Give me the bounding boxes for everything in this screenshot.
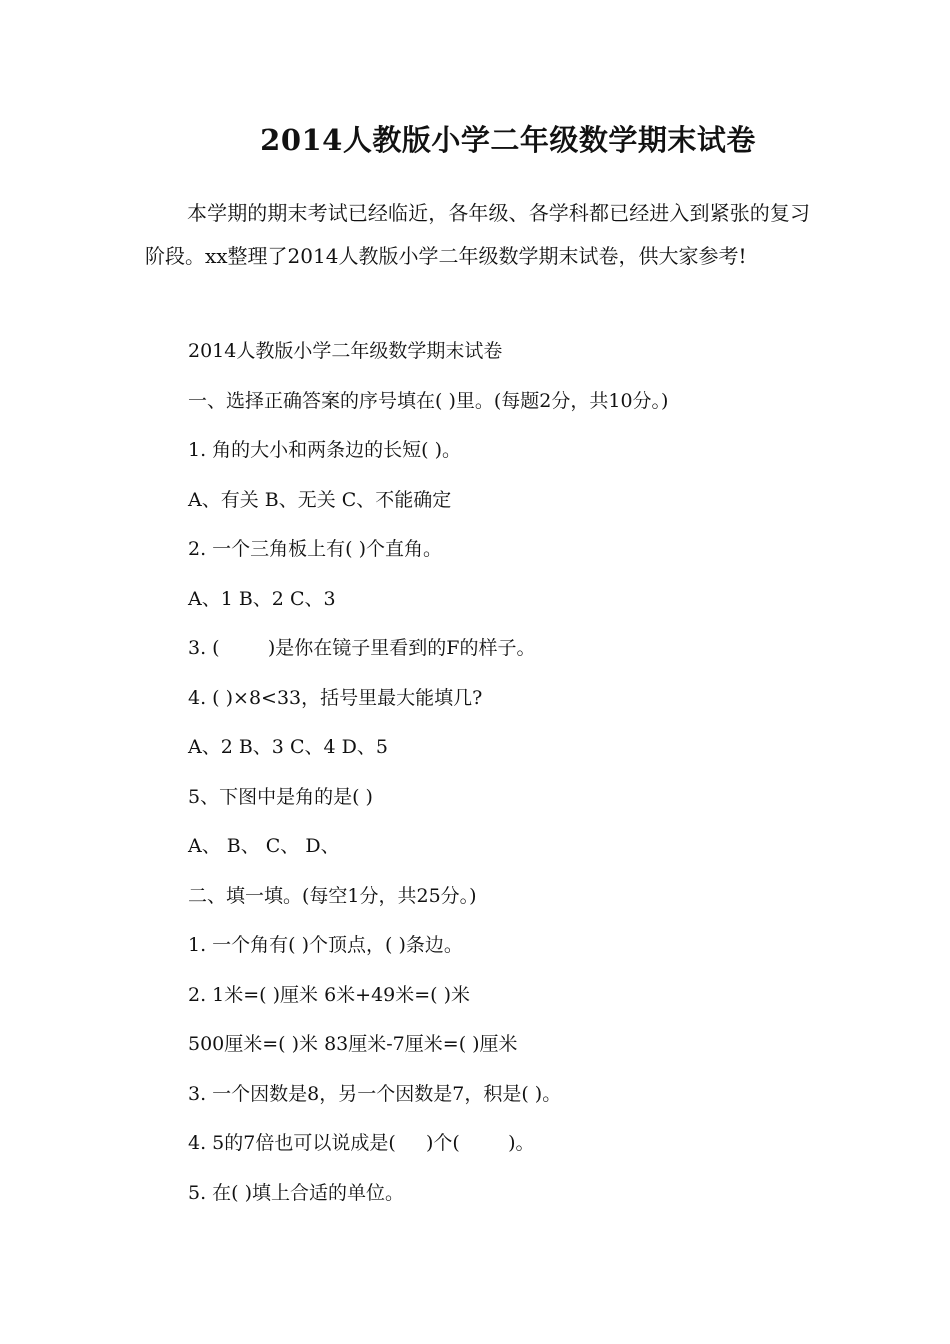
question-text: 2. 一个三角板上有( )个直角。 xyxy=(188,538,443,560)
section-two-heading: 二、填一填。(每空1分，共25分。) xyxy=(188,884,477,907)
answer-options: A、有关 B、无关 C、不能确定 xyxy=(188,488,452,511)
question-text: 4. 5的7倍也可以说成是( )个( )。 xyxy=(188,1132,535,1154)
intro-paragraph: 本学期的期末考试已经临近，各年级、各学科都已经进入到紧张的复习阶段。xx整理了2014人教版小学二年级数学期末试卷，供大家参考! xyxy=(145,201,810,268)
section-one-heading: 一、选择正确答案的序号填在( )里。(每题2分，共10分。) xyxy=(188,389,669,412)
question-text: 1. 一个角有( )个顶点，( )条边。 xyxy=(188,934,463,956)
question-text: 3. 一个因数是8，另一个因数是7，积是( )。 xyxy=(188,1082,562,1105)
answer-options: A、 B、 C、 D、 xyxy=(188,835,340,857)
question-text: 1. 角的大小和两条边的长短( )。 xyxy=(188,439,462,461)
answer-options: A、1 B、2 C、3 xyxy=(188,587,336,610)
answer-options: A、2 B、3 C、4 D、5 xyxy=(188,736,388,758)
question-text: 4. ( )×8<33，括号里最大能填几? xyxy=(188,686,483,709)
question-text: 5、下图中是角的是( ) xyxy=(188,785,373,808)
question-text: 500厘米=( )米 83厘米-7厘米=( )厘米 xyxy=(188,1033,518,1055)
question-text: 3. ( )是你在镜子里看到的F的样子。 xyxy=(188,637,536,659)
question-text: 2. 1米=( )厘米 6米+49米=( )米 xyxy=(188,983,471,1006)
exam-content xyxy=(188,333,828,1224)
exam-heading: 2014人教版小学二年级数学期末试卷 xyxy=(188,340,503,362)
document-title: 2014人教版小学二年级数学期末试卷 xyxy=(260,123,756,157)
question-text: 5. 在( )填上合适的单位。 xyxy=(188,1181,405,1204)
